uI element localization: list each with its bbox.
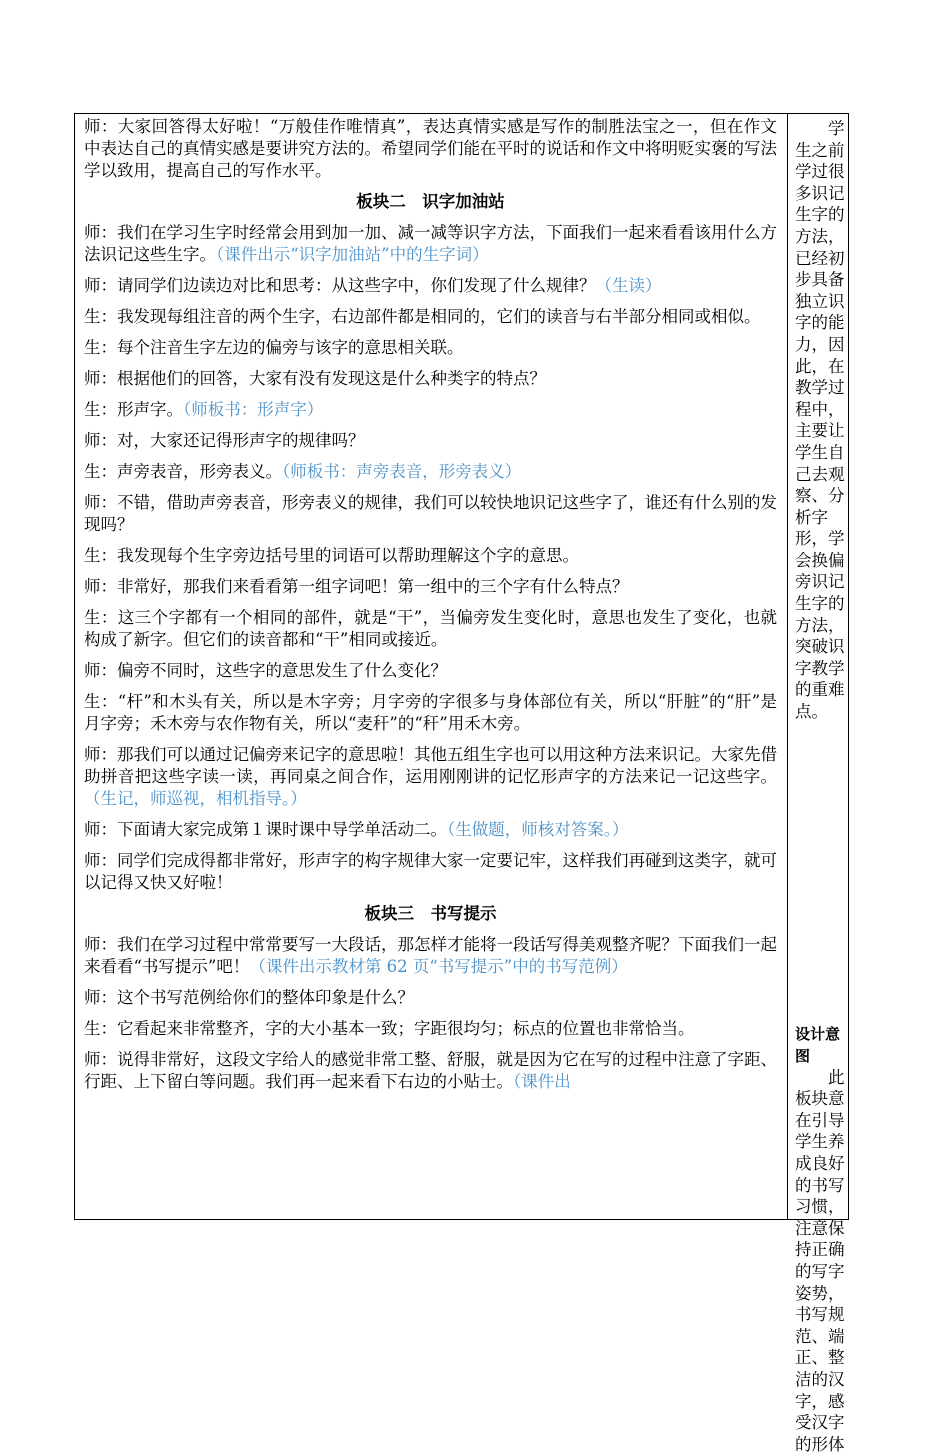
- section-heading-2: 板块二 识字加油站: [356, 192, 505, 211]
- paragraph: 师：下面请大家完成第１课时课中导学单活动二。（生做题，师核对答案。）: [84, 820, 629, 839]
- paragraph: 师：这个书写范例给你们的整体印象是什么？: [84, 988, 414, 1007]
- lesson-plan-table: [74, 113, 849, 1454]
- paragraph: 生：我发现每个生字旁边括号里的词语可以帮助理解这个字的意思。: [84, 546, 579, 565]
- paragraph: 师：不错，借助声旁表音，形旁表义的规律，我们可以较快地识记这些字了，谁还有什么别的发现吗？: [84, 493, 777, 534]
- paragraph: 师：请同学们边读边对比和思考：从这些字中，你们发现了什么规律？（生读）: [84, 276, 662, 295]
- teaching-note: （师板书：形声字）: [183, 400, 324, 419]
- side-note: 学生之前学过很多识记生字的方法，已经初步具备独立识字的能力，因此，在教学过程中，主要让学生自己去观察、分析字形，学会换偏旁识记生字的方法，突破识字教学的重难点。: [795, 119, 845, 722]
- teaching-process-column: [75, 114, 788, 1219]
- paragraph: 师：大家回答得太好啦！“万般佳作唯情真”，表达真情实感是写作的制胜法宝之一，但在作文中表达自己的真情实感是要讲究方法的。希望同学们能在平时的说话和作文中将明贬实褒的写法学以致用，提高自己的写作水平。: [84, 117, 777, 180]
- teaching-note: （课件出示“识字加油站”中的生字词）: [216, 245, 489, 264]
- teaching-note: （课件出: [513, 1072, 571, 1091]
- teaching-note: （师板书：声旁表音，形旁表义）: [282, 462, 522, 481]
- paragraph: 师：根据他们的回答，大家有没有发现这是什么种类字的特点？: [84, 369, 546, 388]
- side-note: 此板块意在引导学生养成良好的书写习惯，注意保持正确的写字姿势，书写规范、端正、整洁的汉字，感受汉字的形体: [795, 1067, 845, 1454]
- paragraph: 师：说得非常好，这段文字给人的感觉非常工整、舒服，就是因为它在写的过程中注意了字距、行距、上下留白等问题。我们再一起来看下右边的小贴士。（课件出: [84, 1050, 777, 1091]
- design-intent-title: 设计意图: [795, 1024, 841, 1065]
- paragraph: 师：偏旁不同时，这些字的意思发生了什么变化？: [84, 661, 447, 680]
- section-heading-3: 板块三 书写提示: [364, 904, 497, 923]
- teaching-note: （生读）: [595, 276, 662, 295]
- paragraph: 生：我发现每组注音的两个生字，右边部件都是相同的，它们的读音与右半部分相同或相似。: [84, 307, 761, 326]
- teaching-note: （生做题，师核对答案。）: [447, 820, 629, 839]
- paragraph: 生：它看起来非常整齐，字的大小基本一致；字距很均匀；标点的位置也非常恰当。: [84, 1019, 695, 1038]
- teaching-note: （课件出示教材第 62 页“书写提示”中的书写范例）: [249, 957, 628, 976]
- paragraph: 生：形声字。（师板书：形声字）: [84, 400, 324, 419]
- paragraph: 生：这三个字都有一个相同的部件，就是“干”，当偏旁发生变化时，意思也发生了变化，也就构成了新字。但它们的读音都和“干”相同或接近。: [84, 608, 777, 649]
- paragraph: 师：对，大家还记得形声字的规律吗？: [84, 431, 365, 450]
- paragraph: 师：同学们完成得都非常好，形声字的构字规律大家一定要记牢，这样我们再碰到这类字，就可以记得又快又好啦！: [84, 851, 777, 892]
- paragraph: 师：那我们可以通过记偏旁来记字的意思啦！其他五组生字也可以用这种方法来识记。大家先借助拼音把这些字读一读，再同桌之间合作，运用刚刚讲的记忆形声字的方法来记一记这些字。（生记，师巡视，相机指导。）: [84, 745, 777, 808]
- paragraph: 师：我们在学习生字时经常会用到加一加、减一减等识字方法，下面我们一起来看看该用什么方法识记这些生字。（课件出示“识字加油站”中的生字词）: [84, 223, 777, 264]
- paragraph: 生：“杆”和木头有关，所以是木字旁；月字旁的字很多与身体部位有关，所以“肝脏”的“肝”是月字旁；禾木旁与农作物有关，所以“麦秆”的“秆”用禾木旁。: [84, 692, 777, 733]
- teaching-note: （生记，师巡视，相机指导。）: [84, 789, 307, 808]
- paragraph: 师：非常好，那我们来看看第一组字词吧！第一组中的三个字有什么特点？: [84, 577, 629, 596]
- paragraph: 师：我们在学习过程中常常要写一大段话，那怎样才能将一段话写得美观整齐呢？下面我们一起来看看“书写提示”吧！（课件出示教材第 62 页“书写提示”中的书写范例）: [84, 935, 777, 976]
- paragraph: 生：声旁表音，形旁表义。（师板书：声旁表音，形旁表义）: [84, 462, 522, 481]
- design-notes-column: [788, 114, 848, 1454]
- paragraph: 生：每个注音生字左边的偏旁与该字的意思相关联。: [84, 338, 464, 357]
